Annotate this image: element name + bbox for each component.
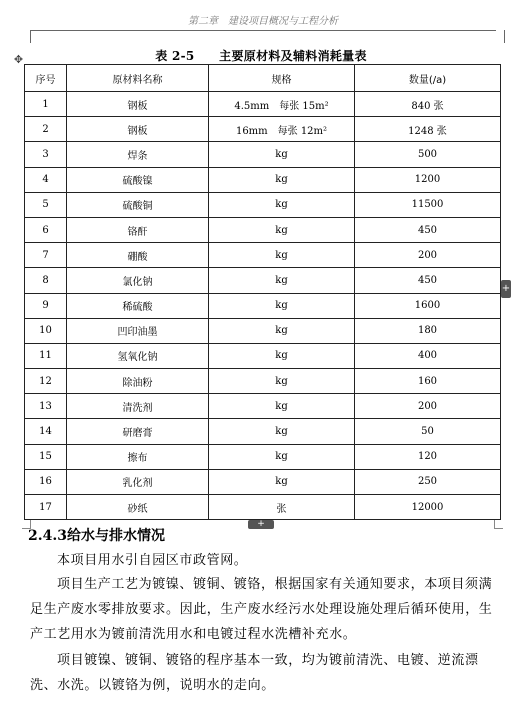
row-quantity: 200	[355, 243, 501, 268]
row-spec: kg	[209, 293, 355, 318]
row-quantity: 50	[355, 419, 501, 444]
row-material: 稀硫酸	[67, 293, 209, 318]
section-heading: 2.4.3给水与排水情况	[28, 528, 165, 544]
table-move-handle-icon[interactable]: ✥	[13, 53, 24, 66]
row-index: 8	[25, 268, 67, 293]
row-quantity: 11500	[355, 192, 501, 217]
row-material: 除油粉	[67, 369, 209, 394]
row-spec: kg	[209, 142, 355, 167]
add-row-button[interactable]: +	[248, 520, 274, 529]
row-spec: 16mm 每张 12m²	[209, 117, 355, 142]
row-material: 焊条	[67, 142, 209, 167]
row-index: 12	[25, 369, 67, 394]
table-row	[25, 243, 501, 268]
table-row	[25, 419, 501, 444]
margin-corner-left	[30, 30, 39, 43]
row-index: 9	[25, 293, 67, 318]
column-header-material: 原材料名称	[67, 65, 209, 92]
row-quantity: 1600	[355, 293, 501, 318]
row-quantity: 120	[355, 444, 501, 469]
row-quantity: 1200	[355, 167, 501, 192]
table-row	[25, 167, 501, 192]
row-material: 乳化剂	[67, 469, 209, 494]
row-material: 凹印油墨	[67, 318, 209, 343]
row-spec: kg	[209, 192, 355, 217]
row-index: 14	[25, 419, 67, 444]
row-spec: 张	[209, 495, 355, 520]
paragraph: 项目生产工艺为镀镍、镀铜、镀铬，根据国家有关通知要求，本项目须满足生产废水零排放要求。因此，生产废水经污水处理设施处理后循环使用，生产工艺用水为镀前清洗用水和电镀过程水洗槽补充水。	[30, 577, 493, 642]
row-quantity: 450	[355, 217, 501, 242]
row-index: 4	[25, 167, 67, 192]
row-index: 5	[25, 192, 67, 217]
table-row	[25, 318, 501, 343]
materials-table	[24, 64, 501, 520]
paragraph: 项目镀镍、镀铜、镀铬的程序基本一致，均为镀前清洗、电镀、逆流漂洗、水洗。以镀铬为例，说明水的走向。	[30, 653, 479, 693]
table-row	[25, 268, 501, 293]
table-row	[25, 293, 501, 318]
row-spec: kg	[209, 318, 355, 343]
table-row	[25, 444, 501, 469]
row-material: 研磨膏	[67, 419, 209, 444]
row-index: 1	[25, 92, 67, 117]
row-material: 铬酐	[67, 217, 209, 242]
column-header-index: 序号	[25, 65, 67, 92]
header-text: 第二章 建设项目概况与工程分析	[188, 16, 338, 27]
row-material: 氯化钠	[67, 268, 209, 293]
table-row	[25, 217, 501, 242]
row-quantity: 160	[355, 369, 501, 394]
row-quantity: 1248 张	[355, 117, 501, 142]
row-material: 清洗剂	[67, 394, 209, 419]
row-index: 2	[25, 117, 67, 142]
row-index: 16	[25, 469, 67, 494]
table-title: 表 2-5 主要原材料及辅料消耗量表	[155, 49, 367, 63]
row-spec: kg	[209, 217, 355, 242]
table-row	[25, 343, 501, 368]
row-spec: kg	[209, 369, 355, 394]
row-spec: 4.5mm 每张 15m²	[209, 92, 355, 117]
row-quantity: 400	[355, 343, 501, 368]
row-spec: kg	[209, 469, 355, 494]
row-index: 10	[25, 318, 67, 343]
row-index: 17	[25, 495, 67, 520]
table-header-row	[25, 65, 501, 92]
margin-corner-right	[496, 30, 505, 43]
row-spec: kg	[209, 268, 355, 293]
table-row	[25, 192, 501, 217]
row-index: 6	[25, 217, 67, 242]
table-row	[25, 369, 501, 394]
row-material: 钢板	[67, 92, 209, 117]
margin-corner-bottom-right	[494, 520, 503, 529]
row-quantity: 12000	[355, 495, 501, 520]
row-material: 硼酸	[67, 243, 209, 268]
add-column-button[interactable]: +	[501, 280, 511, 298]
row-spec: kg	[209, 167, 355, 192]
row-index: 13	[25, 394, 67, 419]
page-header	[30, 0, 496, 31]
row-spec: kg	[209, 343, 355, 368]
table-row	[25, 92, 501, 117]
row-spec: kg	[209, 394, 355, 419]
column-header-quantity: 数量(/a)	[355, 65, 501, 92]
row-spec: kg	[209, 243, 355, 268]
row-quantity: 200	[355, 394, 501, 419]
table-row	[25, 142, 501, 167]
row-spec: kg	[209, 419, 355, 444]
row-index: 15	[25, 444, 67, 469]
column-header-spec: 规格	[209, 65, 355, 92]
row-material: 钢板	[67, 117, 209, 142]
table-row	[25, 394, 501, 419]
row-index: 3	[25, 142, 67, 167]
row-index: 11	[25, 343, 67, 368]
row-spec: kg	[209, 444, 355, 469]
paragraph: 本项目用水引自园区市政管网。	[57, 553, 248, 568]
table-row	[25, 117, 501, 142]
table-row	[25, 469, 501, 494]
row-material: 砂纸	[67, 495, 209, 520]
row-material: 氢氧化钠	[67, 343, 209, 368]
row-index: 7	[25, 243, 67, 268]
row-material: 硫酸镍	[67, 167, 209, 192]
row-material: 硫酸铜	[67, 192, 209, 217]
row-quantity: 500	[355, 142, 501, 167]
row-quantity: 180	[355, 318, 501, 343]
row-quantity: 840 张	[355, 92, 501, 117]
table-row	[25, 495, 501, 520]
row-material: 擦布	[67, 444, 209, 469]
row-quantity: 250	[355, 469, 501, 494]
row-quantity: 450	[355, 268, 501, 293]
